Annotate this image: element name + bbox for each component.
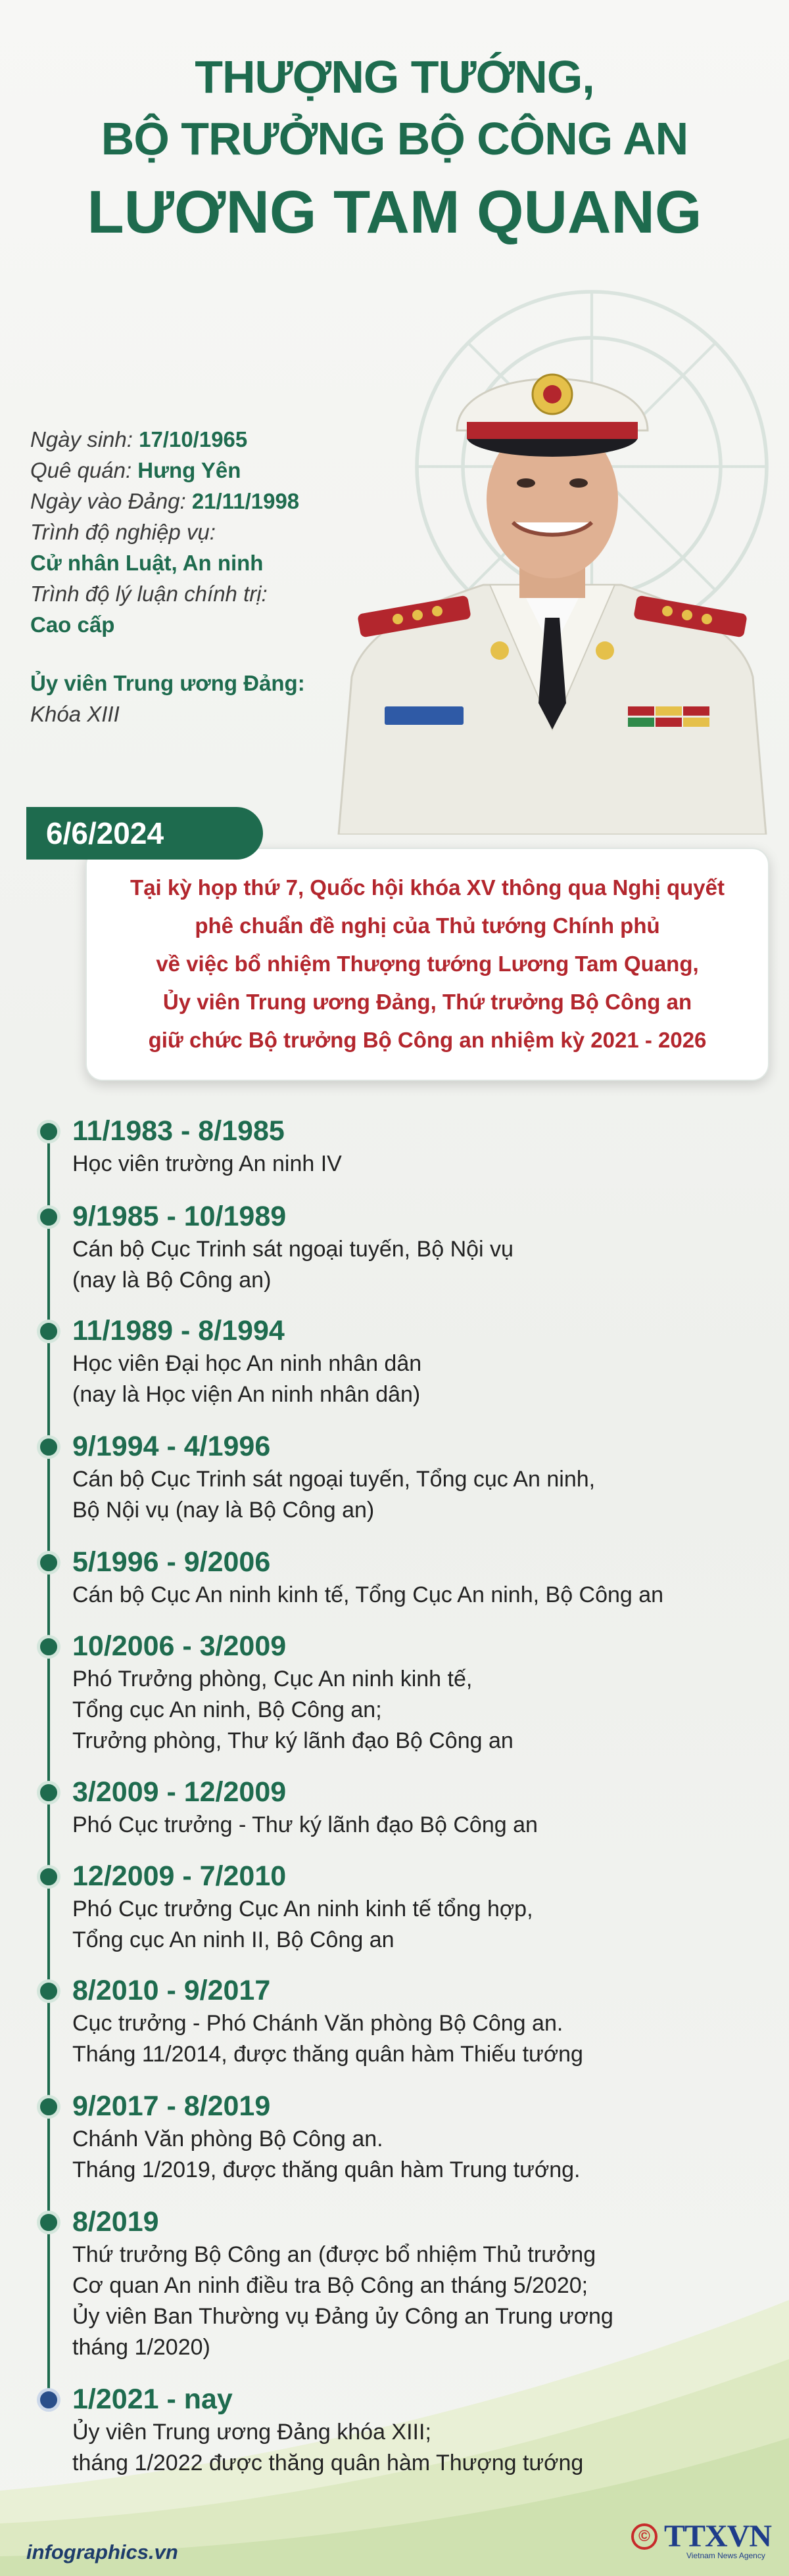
page-title — [0, 46, 789, 255]
timeline-dot — [37, 1435, 60, 1459]
logo-subtext: Vietnam News Agency — [686, 2551, 765, 2560]
bio-party — [30, 486, 346, 517]
portrait-photo — [325, 309, 779, 835]
bio-party-value: 21/11/1998 — [191, 489, 300, 513]
timeline-dot — [37, 1635, 60, 1659]
timeline-date: 8/2019 — [72, 2206, 159, 2238]
announcement-line: phê chuẩn đề nghị của Thủ tướng Chính phủ — [195, 913, 660, 938]
timeline-date: 9/1985 - 10/1989 — [72, 1201, 287, 1232]
announcement-line: giữ chức Bộ trưởng Bộ Công an nhiệm kỳ 2021 - 2026 — [148, 1028, 707, 1052]
timeline-desc: Cục trưởng - Phó Chánh Văn phòng Bộ Công an. Tháng 11/2014, được thăng quân hàm Thiếu tướng — [72, 2011, 583, 2067]
timeline-desc: Ủy viên Trung ương Đảng khóa XIII; tháng 1/2022 được thăng quân hàm Thượng tướng — [72, 2420, 584, 2475]
timeline-date: 1/2021 - nay — [72, 2383, 233, 2415]
timeline-desc: Cán bộ Cục An ninh kinh tế, Tổng Cục An ninh, Bộ Công an — [72, 1582, 664, 1607]
ttxvn-logo — [631, 2518, 772, 2564]
footer-site-link[interactable]: infographics.vn — [26, 2541, 178, 2564]
bio-cc-value: Khóa XIII — [30, 702, 120, 726]
bio-hometown — [30, 455, 346, 486]
timeline-desc: Phó Cục trưởng Cục An ninh kinh tế tổng hợp, Tổng cục An ninh II, Bộ Công an — [72, 1897, 533, 1952]
timeline-date: 8/2010 - 9/2017 — [72, 1975, 271, 2006]
timeline-date: 3/2009 - 12/2009 — [72, 1776, 287, 1808]
timeline-desc: Thứ trưởng Bộ Công an (được bổ nhiệm Thủ trưởng Cơ quan An ninh điều tra Bộ Công an tháng 5/2020; Ủy viên Ban Thường vụ Đảng ủy Công an Trung ương tháng 1/2020) — [72, 2242, 613, 2360]
timeline-date: 12/2009 - 7/2010 — [72, 1860, 287, 1892]
timeline-desc: Phó Cục trưởng - Thư ký lãnh đạo Bộ Công an — [72, 1812, 538, 1837]
bio-profession-value: Cử nhân Luật, An ninh — [30, 551, 264, 575]
bio-politics-label: Trình độ lý luận chính trị: — [30, 582, 268, 606]
title-line-position: BỘ TRƯỞNG BỘ CÔNG AN — [101, 113, 688, 164]
timeline-dot — [37, 1979, 60, 2003]
timeline-desc: Chánh Văn phòng Bộ Công an. Tháng 1/2019, được thăng quân hàm Trung tướng. — [72, 2127, 581, 2182]
timeline-desc: Phó Trưởng phòng, Cục An ninh kinh tế, Tổng cục An ninh, Bộ Công an; Trưởng phòng, Thư ký lãnh đạo Bộ Công an — [72, 1667, 514, 1753]
bio-hometown-value: Hưng Yên — [137, 458, 241, 482]
timeline-dot — [37, 1781, 60, 1805]
timeline-date: 11/1989 - 8/1994 — [72, 1315, 285, 1346]
timeline-dot — [37, 1120, 60, 1143]
logo-text: TTXVN — [664, 2519, 772, 2554]
bio-birth — [30, 424, 346, 455]
timeline-date: 9/1994 - 4/1996 — [72, 1431, 271, 1462]
announcement-text — [99, 869, 756, 1059]
timeline-date: 9/2017 - 8/2019 — [72, 2090, 271, 2122]
timeline-dot — [37, 2211, 60, 2234]
timeline-desc: Học viên trường An ninh IV — [72, 1151, 342, 1176]
bio-party-label: Ngày vào Đảng: — [30, 489, 192, 513]
timeline-desc: Cán bộ Cục Trinh sát ngoại tuyến, Bộ Nội vụ (nay là Bộ Công an) — [72, 1237, 514, 1293]
bio-birth-label: Ngày sinh: — [30, 427, 139, 451]
timeline-dot — [37, 1865, 60, 1889]
announcement-line: về việc bổ nhiệm Thượng tướng Lương Tam Quang, — [156, 952, 699, 976]
title-line-rank: THƯỢNG TƯỚNG, — [195, 51, 594, 103]
timeline-dot — [37, 1320, 60, 1343]
timeline-date: 11/1983 - 8/1985 — [72, 1115, 285, 1147]
timeline-dot — [37, 2388, 60, 2412]
bio-birth-value: 17/10/1965 — [139, 427, 248, 451]
bio-cc-label: Ủy viên Trung ương Đảng: — [30, 671, 305, 695]
copyright-icon: © — [631, 2523, 658, 2550]
announcement-line: Tại kỳ họp thứ 7, Quốc hội khóa XV thông qua Nghị quyết — [130, 875, 725, 900]
timeline-date: 5/1996 - 9/2006 — [72, 1546, 271, 1578]
bio-hometown-label: Quê quán: — [30, 458, 138, 482]
bio-profession-label: Trình độ nghiệp vụ: — [30, 520, 216, 544]
bio-block — [30, 424, 346, 729]
bio-politics-value: Cao cấp — [30, 612, 115, 637]
timeline-dot — [37, 1551, 60, 1575]
announcement-line: Ủy viên Trung ương Đảng, Thứ trưởng Bộ Công an — [162, 990, 692, 1014]
timeline-date: 10/2006 - 3/2009 — [72, 1630, 287, 1662]
timeline-dot — [37, 1205, 60, 1229]
timeline-desc: Cán bộ Cục Trinh sát ngoại tuyến, Tổng cục An ninh, Bộ Nội vụ (nay là Bộ Công an) — [72, 1467, 596, 1523]
timeline-desc: Học viên Đại học An ninh nhân dân (nay là Học viện An ninh nhân dân) — [72, 1351, 422, 1407]
timeline-dot — [37, 2095, 60, 2119]
announcement-date: 6/6/2024 — [26, 807, 263, 860]
title-line-name: LƯƠNG TAM QUANG — [87, 179, 702, 246]
